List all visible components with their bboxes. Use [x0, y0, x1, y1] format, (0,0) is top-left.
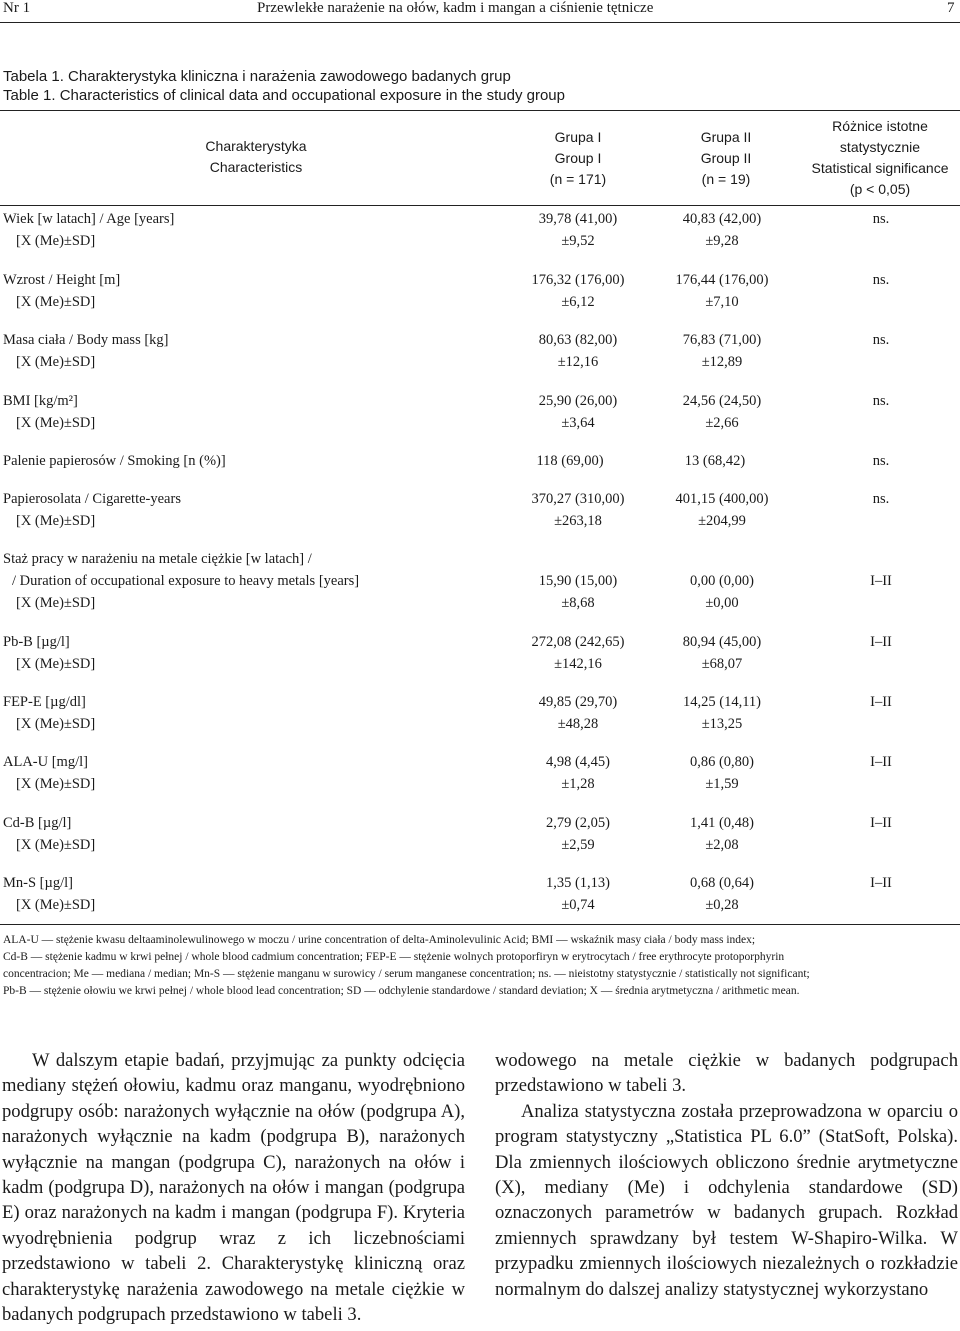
row-label: Masa ciała / Body mass [kg] — [3, 332, 169, 348]
row-sublabel: [X (Me)±SD] — [16, 294, 96, 310]
group2-sd: ±0,00 — [705, 595, 739, 611]
significance: ns. — [872, 453, 890, 469]
row-sublabel: [X (Me)±SD] — [16, 897, 96, 913]
group1-mean: 15,90 (15,00) — [538, 573, 618, 589]
group2-sd: ±13,25 — [701, 716, 743, 732]
significance: ns. — [872, 332, 890, 348]
row-sublabel: [X (Me)±SD] — [16, 513, 96, 529]
group2-mean: 76,83 (71,00) — [682, 332, 762, 348]
group2-mean: 0,00 (0,00) — [689, 573, 755, 589]
group1-sd: ±2,59 — [561, 837, 595, 853]
row-label: Staż pracy w narażeniu na metale ciężkie [w latach] / — [3, 551, 312, 567]
group2-mean: 1,41 (0,48) — [689, 815, 755, 831]
row-sublabel: [X (Me)±SD] — [16, 656, 96, 672]
group2-mean: 0,68 (0,64) — [689, 875, 755, 891]
row-sublabel: [X (Me)±SD] — [16, 354, 96, 370]
body-text-right-column — [495, 1048, 958, 1302]
group2-mean: 401,15 (400,00) — [675, 491, 769, 507]
row-sublabel: [X (Me)±SD] — [16, 837, 96, 853]
group1-mean: 39,78 (41,00) — [538, 211, 618, 227]
row-label: FEP-E [µg/dl] — [3, 694, 86, 710]
significance: I–II — [870, 875, 892, 891]
row-sublabel: [X (Me)±SD] — [16, 595, 96, 611]
group2-sd: ±204,99 — [698, 513, 746, 529]
group2-sd: ±68,07 — [701, 656, 743, 672]
group1-mean: 118 (69,00) — [536, 453, 604, 469]
group1-mean: 272,08 (242,65) — [531, 634, 625, 650]
row-label: Palenie papierosów / Smoking [n (%)] — [3, 453, 226, 469]
significance: ns. — [872, 491, 890, 507]
row-label: Pb-B [µg/l] — [3, 634, 70, 650]
significance: I–II — [870, 573, 892, 589]
group1-mean: 1,35 (1,13) — [545, 875, 611, 891]
group1-mean: 176,32 (176,00) — [531, 272, 625, 288]
header-group-2: Grupa II Group II (n = 19) — [700, 129, 752, 187]
significance: ns. — [872, 272, 890, 288]
group1-mean: 49,85 (29,70) — [538, 694, 618, 710]
significance: I–II — [870, 634, 892, 650]
group1-mean: 2,79 (2,05) — [545, 815, 611, 831]
group1-mean: 25,90 (26,00) — [538, 393, 618, 409]
significance: I–II — [870, 815, 892, 831]
page-number: 7 — [947, 0, 955, 16]
group2-sd: ±9,28 — [705, 233, 739, 249]
group1-sd: ±142,16 — [554, 656, 602, 672]
group2-mean: 0,86 (0,80) — [689, 754, 755, 770]
row-label: Wzrost / Height [m] — [3, 272, 121, 288]
group1-sd: ±9,52 — [561, 233, 595, 249]
header-significance: Różnice istotne statystycznie Statistical significance (p < 0,05) — [811, 118, 949, 197]
group2-sd: ±12,89 — [701, 354, 743, 370]
row-label: Papierosolata / Cigarette-years — [3, 491, 181, 507]
group2-mean: 40,83 (42,00) — [682, 211, 762, 227]
body-paragraph: Analiza statystyczna została przeprowadzona w oparciu o program statystyczny „Statistica PL 6.0” (StatSoft, Polska). Dla zmiennych ilościowych obliczono średnie arytmetyczne (X), mediany (Me) i odchylenia standardowe (SD) oznaczonych parametrów w badanych grupach. Rozkład zmiennych sprawdzany był testem W-Shapiro-Wilka. W przypadku zmiennych ilościowych niezależnych o rozkładzie normalnym do dalszej analizy statystycznej wykorzystano — [495, 1100, 958, 1300]
header-characteristics: Charakterystyka Characteristics — [205, 138, 307, 175]
body-text-left-column — [2, 1048, 465, 1327]
group1-mean: 4,98 (4,45) — [545, 754, 611, 770]
group2-mean: 14,25 (14,11) — [683, 694, 761, 710]
group2-sd: ±2,08 — [705, 837, 739, 853]
group1-sd: ±6,12 — [561, 294, 595, 310]
significance: ns. — [872, 211, 890, 227]
row-label: Wiek [w latach] / Age [years] — [3, 211, 175, 227]
row-label: BMI [kg/m²] — [3, 393, 78, 409]
group1-mean: 370,27 (310,00) — [531, 491, 625, 507]
header-rule-bottom — [0, 205, 960, 206]
group2-sd: ±0,28 — [705, 897, 739, 913]
significance: I–II — [870, 754, 892, 770]
group1-sd: ±3,64 — [561, 415, 595, 431]
row-label-continued: / Duration of occupational exposure to heavy metals [years] — [12, 573, 360, 589]
row-sublabel: [X (Me)±SD] — [16, 776, 96, 792]
group1-mean: 80,63 (82,00) — [538, 332, 618, 348]
table-bottom-rule — [0, 924, 960, 925]
row-sublabel: [X (Me)±SD] — [16, 716, 96, 732]
group2-mean: 80,94 (45,00) — [682, 634, 762, 650]
table-caption-pl: Tabela 1. Charakterystyka kliniczna i narażenia zawodowego badanych grup — [3, 68, 511, 85]
group2-mean: 24,56 (24,50) — [682, 393, 762, 409]
group1-sd: ±8,68 — [561, 595, 595, 611]
significance: I–II — [870, 694, 892, 710]
body-paragraph: W dalszym etapie badań, przyjmując za punkty odcięcia mediany stężeń ołowiu, kadmu oraz manganu, wyodrębniono podgrupy osób: narażonych wyłącznie na ołów (podgrupa A), narażonych wyłącznie na kadm (podgrupa B), narażonych wyłącznie na mangan (podgrupa C), narażonych na ołów i kadm (podgrupa D), narażonych na ołów i mangan (podgrupa E) oraz narażonych na kadm i mangan (podgrupa F). Kryteria wyodrębnienia podgrup wraz z ich liczebnościami przedstawiono w tabeli 2. Charakterystykę kliniczną oraz charakterystykę narażenia zawodowego na metale ciężkie w badanych podgrupach przedstawiono w tabeli 3. — [2, 1050, 465, 1326]
group2-mean: 176,44 (176,00) — [675, 272, 769, 288]
running-title: Przewlekłe narażenie na ołów, kadm i mangan a ciśnienie tętnicze — [257, 0, 654, 16]
row-label: Cd-B [µg/l] — [3, 815, 72, 831]
row-sublabel: [X (Me)±SD] — [16, 415, 96, 431]
table-footnote-line: Pb-B — stężenie ołowiu we krwi pełnej / whole blood lead concentration; SD — odchylenie standardowe / standard deviation; X — średnia arytmetyczna / arithmetic mean. — [3, 985, 800, 997]
table-top-rule — [0, 110, 960, 111]
row-sublabel: [X (Me)±SD] — [16, 233, 96, 249]
body-paragraph: wodowego na metale ciężkie w badanych podgrupach przedstawiono w tabeli 3. — [495, 1050, 958, 1097]
journal-issue: Nr 1 — [3, 0, 31, 16]
group2-sd: ±1,59 — [705, 776, 739, 792]
group1-sd: ±12,16 — [557, 354, 599, 370]
group1-sd: ±48,28 — [557, 716, 599, 732]
row-label: Mn-S [µg/l] — [3, 875, 73, 891]
group1-sd: ±1,28 — [561, 776, 595, 792]
group2-sd: ±7,10 — [705, 294, 739, 310]
group1-sd: ±0,74 — [561, 897, 595, 913]
group2-sd: ±2,66 — [705, 415, 739, 431]
table-footnote-line: Cd-B — stężenie kadmu w krwi pełnej / whole blood cadmium concentration; FEP-E — stężenie wolnych protoporfiryn w erytrocytach / free erythrocyte protoporphyrin — [3, 951, 785, 963]
table-footnote-line: ALA-U — stężenie kwasu deltaaminolewulinowego w moczu / urine concentration of delta-Aminolevulinic Acid; BMI — wskaźnik masy ciała / body mass index; — [3, 934, 756, 946]
group1-sd: ±263,18 — [554, 513, 602, 529]
table-caption-en: Table 1. Characteristics of clinical data and occupational exposure in the study group — [3, 87, 565, 104]
header-rule — [0, 22, 960, 23]
significance: ns. — [872, 393, 890, 409]
table-footnote-line: concentracion; Me — mediana / median; Mn-S — stężenie manganu w surowicy / serum manganese concentration; ns. — nieistotny statystycznie / statistically not significant; — [3, 968, 810, 980]
row-label: ALA-U [mg/l] — [3, 754, 88, 770]
group2-mean: 13 (68,42) — [684, 453, 746, 469]
header-group-1: Grupa I Group I (n = 171) — [549, 129, 607, 187]
